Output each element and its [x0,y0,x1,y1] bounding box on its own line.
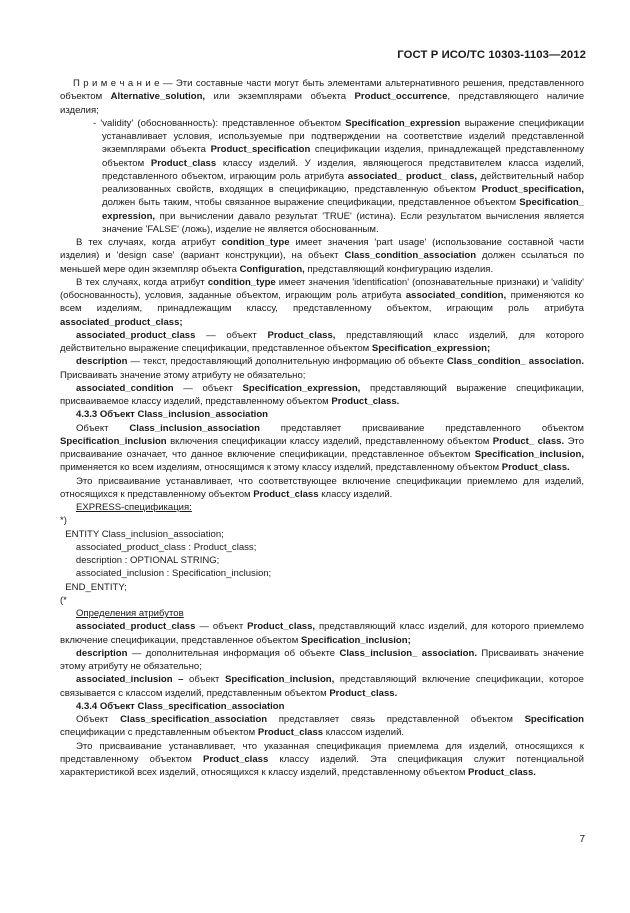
underlined-heading: Определения атрибутов [76,608,184,619]
text-run: П р и м е ч а н и е — Эти составные части могут быть элементами альтернативного решения, представленного объектом [60,78,584,103]
bold-term: Class_condition_association [344,250,477,262]
bold-term: condition_type [207,276,276,288]
bold-term: associated_ product_ class, [347,170,478,182]
bold-term: Product_ class. [492,435,565,447]
bold-term: Class_inclusion_association [129,422,260,434]
bold-term: Product_class, [247,621,316,633]
bold-term: Specification [524,714,584,725]
text-run: имеет значения 'part usage' (использование составной части изделия) и 'design case' (вариант конструкции), на объект [60,237,584,262]
text-run: associated_inclusion : Specification_inclusion; [60,568,272,580]
code-line [60,541,584,554]
code-line [60,594,584,607]
bold-term: Product_class. [329,687,398,699]
text-run: Это присваивание устанавливает, что соответствующее включение спецификации приемлемо для изделий, относящихся к представленному объектом [60,475,584,500]
bold-term: description [76,647,128,659]
bold-term: associated_condition, [405,290,507,301]
text-run: включения спецификации классу изделий, представленному объектом [166,435,493,447]
code-line [60,567,584,580]
text-run: применяется ко всем изделиям, относящимся к этому классу изделий, представленному объектом [60,462,502,474]
text-run: спецификации с представленным объектом [60,727,258,739]
text-run: Это присваивание устанавливает, что указанная спецификация приемлема для изделий, относящихся к представленному объектом [60,740,584,765]
bold-term: Product_occurrence [354,91,448,103]
text-run: — объект [195,329,268,341]
text-run: должен ссылаться по меньшей мере один экземпляр объекта [60,250,584,275]
bold-term: Specification_inclusion, [474,449,584,460]
bold-term: Alternative_solution, [110,91,206,103]
bold-term: Class_inclusion_ association. [339,647,477,659]
text-run: имеет значения 'identification' (опознавательные признаки) и 'validity' (обоснованность), условия, заданные объектом, играющим роль атрибута [60,276,584,301]
bold-term: Class_specification_association [120,714,268,725]
bold-term: description [76,356,128,368]
text-run: классу изделий. [318,488,393,500]
text-run: классу изделий. У изделия, являющегося представителем класса изделий, представленного объектом, играющим роль атрибута [102,157,585,182]
text-run: представляющий включение спецификации, которое связывается с классом изделий, представленным объектом [60,674,584,699]
bold-term: associated_product_class [76,329,196,341]
bold-term: Specification_ expression, [102,197,584,222]
text-run: , представляющего наличие изделия; [60,91,585,116]
paragraph [60,475,584,502]
code-line [60,581,584,594]
code-line [60,514,584,527]
bold-term: Specification_expression [345,117,461,129]
bold-term: associated_product_class [76,621,196,633]
text-run: Это присваивание означает, что данное включение спецификации, представленное объектом [60,435,585,460]
bold-term: Configuration, [239,263,305,275]
text-run: выражение спецификации устанавливает условия, используемые при подтверждении на соответствие изделий представленной экземплярами объекта [102,117,584,156]
bold-term: Product_class, [267,329,336,341]
text-run: Присваивать значение этому атрибуту не обязательно; [60,369,306,381]
paragraph [60,713,584,740]
paragraph [60,740,584,780]
bold-term: Specification_expression, [242,382,361,394]
text-run: при вычислении давало результат 'TRUE' (истина). Если результатом вычисления является значение 'FALSE' (ложь), изделие не является обоснованным. [102,210,584,235]
text-run: — объект [173,382,243,394]
text-run: - 'validity' (обоснованность): представленное объектом [93,117,346,129]
text-run: представляющий конфигурацию изделия. [304,263,494,275]
text-run: представляющий выражение спецификации, присваиваемое классу изделий, представленному объектом [60,382,584,407]
text-run: — текст, предоставляющий дополнительную информацию об объекте [127,356,447,368]
code-line [60,528,584,541]
text-run: — объект [195,621,248,633]
bold-term: Product_class [253,488,319,500]
paragraph [60,501,584,514]
paragraph [60,700,584,713]
paragraph [60,673,584,700]
bold-term: 4.3.4 Объект Class_specification_association [76,700,285,712]
paragraph [60,276,584,329]
bold-term: 4.3.3 Объект Class_inclusion_association [76,409,268,421]
text-run: классом изделий. [323,727,405,739]
paragraph [60,647,584,674]
text-run: должен быть таким, чтобы связанное выражение спецификации, представленное объектом [102,197,520,209]
bold-term: condition_type [221,237,290,248]
bold-term: associated_inclusion – [76,674,184,686]
text-run: Объект [76,422,130,434]
bold-term: associated_condition [76,382,174,394]
standard-header: ГОСТ Р ИСО/ТС 10303-1103—2012 [397,49,586,61]
text-run: объект [183,674,225,686]
text-run: В тех случаях, когда атрибут [76,237,222,248]
underlined-heading: EXPRESS-спецификация: [76,502,192,513]
paragraph [60,422,584,475]
text-run: или экземплярами объекта [205,91,355,103]
text-run: *) [60,515,67,527]
paragraph [60,620,584,647]
bold-term: Specification_inclusion [60,435,167,447]
paragraph [60,236,584,276]
text-run: спецификации изделия, принадлежащей представленному объектом [102,144,584,169]
text-run: применяются ко всем изделиям, принадлежащим классу, представленному объектом, играющим роль атрибута [60,290,584,315]
paragraph [60,382,584,409]
bold-term: Specification_expression; [371,343,491,354]
bold-term: Product_class. [501,462,570,474]
text-run: представляющий класс изделий, для которого действительно выражение спецификации, представленное объектом [60,329,584,354]
text-run: В тех случаях, когда атрибут [76,276,208,288]
bold-term: associated_product_class; [60,316,183,328]
bold-term: Product_specification, [481,184,584,195]
bold-term: Product_class [203,753,269,765]
bold-term: Class_condition_ association. [446,356,584,368]
text-run: представляющий класс изделий, для которого приемлемо включение спецификации, представленное объектом [60,621,584,646]
text-run: Объект [76,714,121,725]
text-run: description : OPTIONAL STRING; [60,555,220,566]
paragraph [60,607,584,620]
document-body [60,77,584,779]
text-run: ENTITY Class_inclusion_association; [60,528,224,540]
paragraph [60,329,584,356]
paragraph [60,408,584,421]
text-run: associated_product_class : Product_class; [60,541,257,553]
text-run: (* [60,594,67,606]
text-run: — дополнительная информация об объекте [127,647,340,659]
text-run: действительный набор реализованных свойств, входящих в спецификацию, представленную объектом [102,170,584,195]
paragraph [60,77,584,117]
code-line [60,554,584,567]
bold-term: Product_class. [468,767,536,778]
page-number: 7 [579,834,585,845]
text-run: представляет присваивание представленного объектом [259,422,584,434]
bold-term: Specification_inclusion; [300,634,411,646]
text-run: классу изделий. Эта спецификация служит потенциальной характеристикой всех изделий, относящихся к классу изделий, представленному объектом [60,753,584,778]
text-run: представляет связь представленной объектом [267,714,525,725]
bold-term: Product_class [150,157,217,169]
bold-term: Product_specification [210,144,311,156]
text-run: END_ENTITY; [60,581,127,593]
paragraph [60,355,584,382]
bold-term: Product_class. [331,396,400,407]
bold-term: Product_class [257,727,324,739]
text-run: Присваивать значение этому атрибуту не обязательно; [60,647,584,672]
paragraph [60,117,584,236]
bold-term: Specification_inclusion, [224,674,335,686]
